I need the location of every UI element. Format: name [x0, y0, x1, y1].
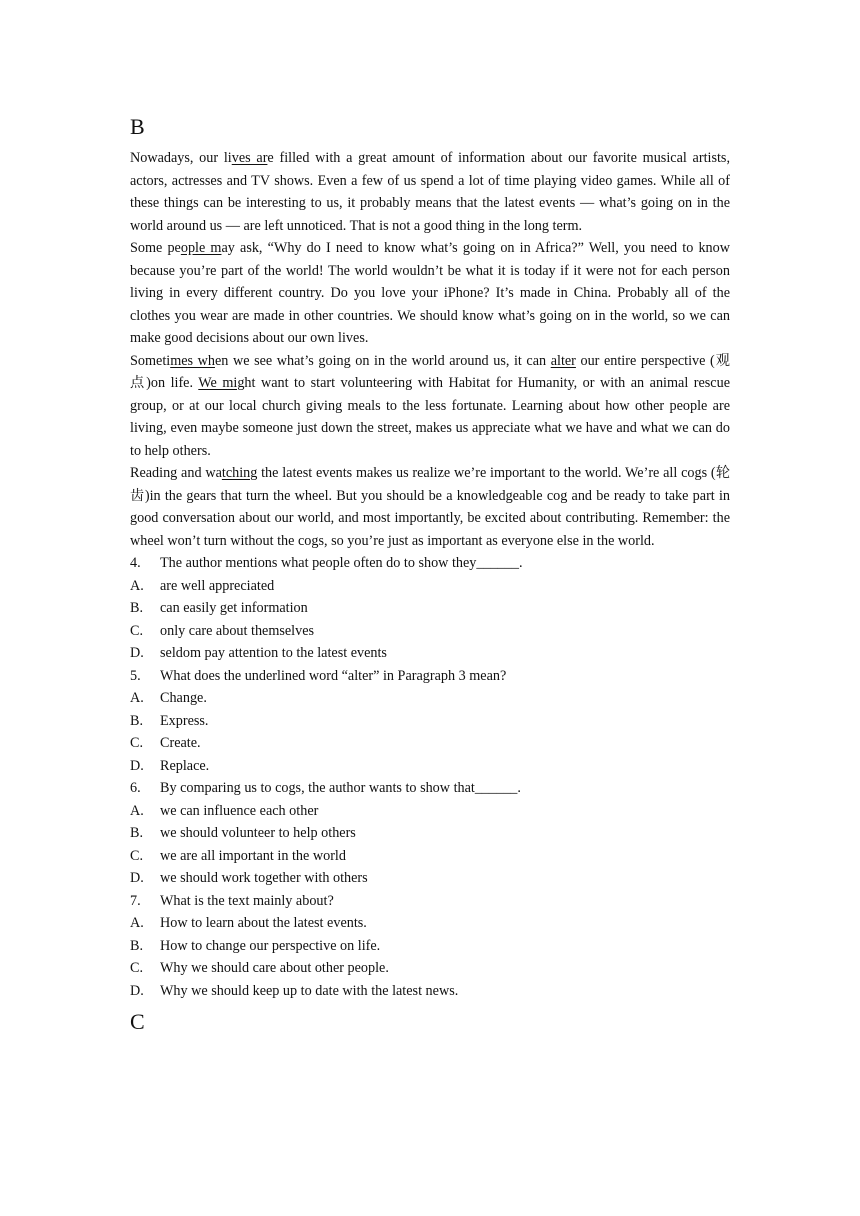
- question-number: 4.: [130, 555, 141, 571]
- option-text: we are all important in the world: [160, 847, 346, 864]
- question-item: [130, 890, 730, 1003]
- question-stem: [130, 552, 730, 575]
- option-text: How to change our perspective on life.: [160, 937, 381, 954]
- option-text: we can influence each other: [160, 802, 319, 819]
- question-text: The author mentions what people often do to show they______.: [160, 555, 523, 571]
- question-stem: [130, 665, 730, 688]
- answer-option: [130, 845, 730, 868]
- option-label: B.: [130, 825, 144, 841]
- passage-paragraph-2: [130, 237, 730, 350]
- option-text: are well appreciated: [160, 577, 275, 594]
- underlined-text: We mig: [198, 375, 245, 391]
- underlined-text: mes wh: [170, 352, 215, 369]
- question-number: 6.: [130, 780, 141, 796]
- question-stem: [130, 890, 730, 913]
- option-text: How to learn about the latest events.: [160, 915, 367, 931]
- underlined-word-alter: alter: [550, 352, 576, 369]
- option-text: Replace.: [160, 757, 210, 774]
- question-number: 7.: [130, 892, 141, 909]
- option-text: Why we should care about other people.: [160, 960, 389, 976]
- option-label: D.: [130, 757, 144, 774]
- answer-option: [130, 912, 730, 935]
- option-label: B.: [130, 712, 144, 729]
- question-number: 5.: [130, 667, 141, 684]
- answer-option: [130, 755, 730, 778]
- answer-option: [130, 822, 730, 845]
- paragraph-text: Some pe: [130, 240, 181, 256]
- question-item: [130, 665, 730, 778]
- answer-option: [130, 867, 730, 890]
- paragraph-text: e filled with a great amount of information about our favorite musical artists, actors, actresses and TV shows. Even a few of us spend a lot of time playing video games. While all of these things can be interesting to us, it probably means that the latest events — what’s going on in the world around us — are left unnoticed. That is not a good thing in the long term.: [130, 150, 730, 234]
- answer-option: [130, 957, 730, 980]
- answer-option: [130, 687, 730, 710]
- document-page: [130, 113, 730, 1042]
- option-label: D.: [130, 645, 144, 661]
- answer-option: [130, 597, 730, 620]
- option-text: Create.: [160, 735, 201, 751]
- paragraph-text: en we see what’s going on in the world around us, it can: [214, 352, 551, 369]
- question-text: What is the text mainly about?: [160, 892, 334, 909]
- option-text: Why we should keep up to date with the latest news.: [160, 982, 459, 999]
- answer-option: [130, 732, 730, 755]
- option-text: only care about themselves: [160, 622, 315, 639]
- answer-option: [130, 800, 730, 823]
- paragraph-text: the latest events makes us realize we’re important to the world. We’re all cogs (轮齿)in the gears that turn the wheel. But you should be a knowledgeable cog and be ready to take part in good conversation about our world, and most importantly, be excited about contributing. Remember: the wheel won’t turn without the cogs, so you’re just as important as everyone else in the world.: [130, 465, 731, 549]
- answer-option: [130, 980, 730, 1003]
- option-text: we should volunteer to help others: [160, 825, 356, 841]
- underlined-text: tching: [221, 465, 258, 481]
- paragraph-text: Reading and wa: [130, 465, 222, 481]
- paragraph-text: our entire perspective (观点)on life.: [130, 352, 730, 391]
- answer-option: [130, 575, 730, 598]
- passage-paragraph-3: [130, 350, 730, 463]
- passage-paragraph-4: [130, 462, 730, 552]
- option-label: A.: [130, 690, 144, 706]
- option-label: C.: [130, 847, 144, 864]
- section-heading-b: B: [130, 114, 145, 139]
- option-text: can easily get information: [160, 600, 308, 616]
- option-label: A.: [130, 577, 144, 594]
- option-label: D.: [130, 982, 144, 999]
- option-label: A.: [130, 802, 144, 819]
- option-label: B.: [130, 937, 144, 954]
- underlined-text: ople m: [180, 240, 222, 256]
- option-label: D.: [130, 870, 144, 886]
- question-text: By comparing us to cogs, the author wants to show that______.: [160, 780, 521, 796]
- question-stem: [130, 777, 730, 800]
- question-list: [130, 552, 730, 1002]
- question-item: [130, 777, 730, 890]
- option-label: C.: [130, 735, 144, 751]
- section-heading-c: C: [130, 1009, 145, 1034]
- answer-option: [130, 642, 730, 665]
- option-label: A.: [130, 915, 144, 931]
- question-item: [130, 552, 730, 665]
- option-text: we should work together with others: [160, 870, 368, 886]
- answer-option: [130, 710, 730, 733]
- option-label: C.: [130, 622, 144, 639]
- underlined-text: ves ar: [231, 150, 268, 166]
- paragraph-text: ht want to start volunteering with Habitat for Humanity, or with an animal rescue group, or at our local church giving meals to the less fortunate. Learning about how other people are living, even maybe someone just down the street, makes us appreciate what we have and what we can do to help others.: [130, 375, 730, 459]
- option-label: C.: [130, 960, 144, 976]
- answer-option: [130, 935, 730, 958]
- paragraph-text: ay ask, “Why do I need to know what’s going on in Africa?” Well, you need to know because you’re part of the world! The world wouldn’t be what it is today if it were not for each person living in every different country. Do you love your iPhone? It’s made in China. Probably all of the clothes you wear are made in other countries. We should know what’s going on in the world, so we can make good decisions about our own lives.: [130, 240, 730, 346]
- answer-option: [130, 620, 730, 643]
- option-text: Change.: [160, 690, 207, 706]
- paragraph-text: Someti: [130, 352, 171, 369]
- passage-paragraph-1: [130, 147, 730, 237]
- option-text: Express.: [160, 712, 209, 729]
- option-text: seldom pay attention to the latest events: [160, 645, 387, 661]
- paragraph-text: Nowadays, our li: [130, 150, 232, 166]
- option-label: B.: [130, 600, 144, 616]
- question-text: What does the underlined word “alter” in Paragraph 3 mean?: [160, 667, 507, 684]
